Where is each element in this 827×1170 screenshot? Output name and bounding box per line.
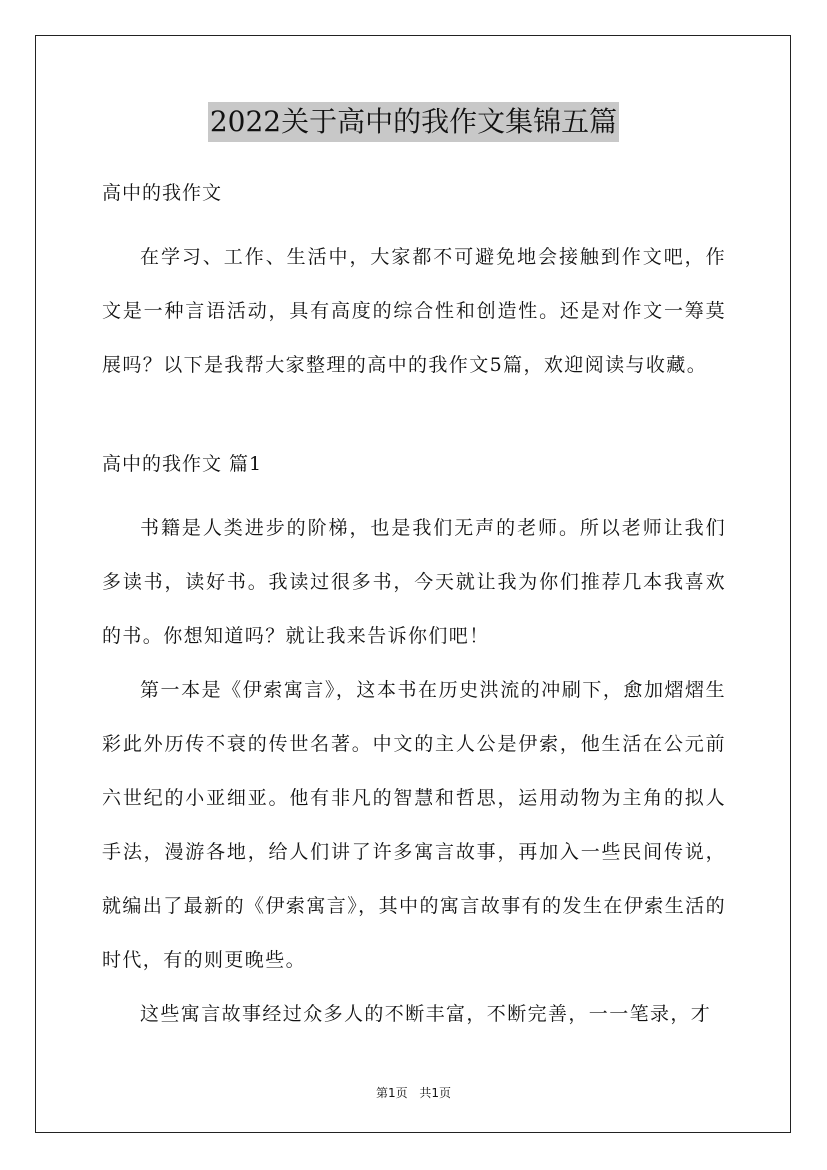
page-total: 共1页: [419, 1086, 452, 1100]
page-footer: [0, 1084, 827, 1101]
intro-paragraph: 在学习、工作、生活中，大家都不可避免地会接触到作文吧，作文是一种言语活动，具有高度的综合性和创造性。还是对作文一筹莫展吗？以下是我帮大家整理的高中的我作文5篇，欢迎阅读与收藏。: [102, 246, 726, 376]
body-paragraph: 这些寓言故事经过众多人的不断丰富，不断完善，一一笔录，才: [140, 1003, 712, 1025]
article-heading: 高中的我作文 篇1: [102, 453, 263, 475]
spacer: [102, 392, 726, 447]
section-heading: 高中的我作文: [102, 182, 223, 204]
document-title: 2022关于高中的我作文集锦五篇: [208, 102, 619, 142]
body-paragraph: 第一本是《伊索寓言》，这本书在历史洪流的冲刷下，愈加熠熠生彩此外历传不衰的传世名著。中文的主人公是伊索，他生活在公元前六世纪的小亚细亚。他有非凡的智慧和哲思，运用动物为主角的拟人手法，漫游各地，给人们讲了许多寓言故事，再加入一些民间传说，就编出了最新的《伊索寓言》，其中的寓言故事有的发生在伊索生活的时代，有的则更晚些。: [102, 679, 726, 971]
title-container: [0, 102, 827, 142]
body-paragraph: 书籍是人类进步的阶梯，也是我们无声的老师。所以老师让我们多读书，读好书。我读过很多书，今天就让我为你们推荐几本我喜欢的书。你想知道吗？就让我来告诉你们吧！: [102, 517, 726, 647]
document-body: [102, 176, 726, 1041]
page-number: 第1页: [375, 1086, 408, 1100]
